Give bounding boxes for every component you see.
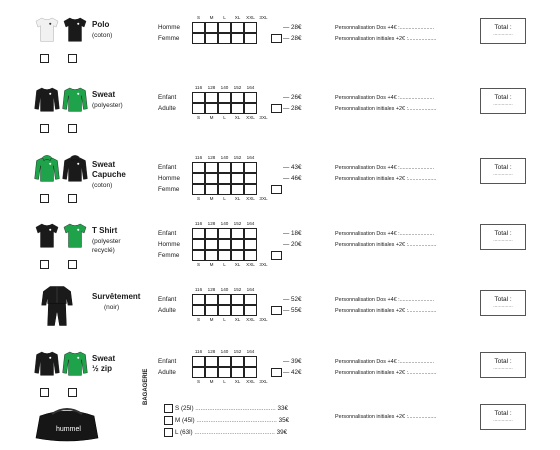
product-checkbox[interactable] [68,388,77,397]
price-label: — 46€ [283,175,302,182]
size-label: 128 [207,349,216,354]
size-label: M [209,317,214,322]
quantity-cell[interactable] [192,294,205,305]
quantity-cell[interactable] [218,22,231,33]
product-name: Sweat Capuche [92,160,126,179]
total-value: .............. [493,31,513,37]
quantity-cell[interactable] [205,22,218,33]
quantity-cell[interactable] [218,239,231,250]
bag-price: 39€ [276,429,288,437]
personalisation-line: Personnalisation Dos +4€ :....................... [335,297,435,303]
size-label: 3XL [259,379,268,384]
bag-dots: .............................................. [196,417,277,425]
row-label: Enfant [158,296,177,303]
total-value: .............. [493,417,513,423]
quantity-cell[interactable] [192,305,205,316]
quantity-cell[interactable] [205,33,218,44]
total-label: Total : [494,230,512,237]
personalisation-line: Personnalisation initiales +2€ :................... [335,36,437,42]
quantity-cell[interactable] [231,250,244,261]
quantity-cell-3xl[interactable] [271,104,282,113]
row-label: Enfant [158,164,177,171]
size-label: XXL [246,115,255,120]
size-label: S [196,379,201,384]
size-label: XXL [246,317,255,322]
product-material: (polyester recyclé) [92,238,121,254]
size-label: XL [234,262,241,267]
quantity-cell[interactable] [244,228,257,239]
personalisation-line: Personnalisation initiales +2€ :................... [335,308,437,314]
price-label: — 43€ [283,164,302,171]
row-label: Homme [158,241,181,248]
quantity-cell[interactable] [231,103,244,114]
bag-personalisation [335,412,436,423]
personalisation-line: Personnalisation initiales +2€ :................... [335,106,437,112]
product-material: (coton) [92,182,113,189]
quantity-cell[interactable] [231,228,244,239]
price-label: — 42€ [283,369,302,376]
quantity-cell[interactable] [192,250,205,261]
price-label: — 20€ [283,241,302,248]
product-material: (noir) [104,304,120,311]
size-label: 140 [220,349,229,354]
total-label: Total : [494,24,512,31]
product-name: Sweat [92,90,116,99]
row-labels [158,92,176,114]
quantity-cell-3xl[interactable] [271,185,282,194]
personalisation [335,295,436,317]
personalisation [335,163,436,185]
price-label: — 18€ [283,230,302,237]
size-label: 140 [220,221,229,226]
quantity-cell[interactable] [244,367,257,378]
price-label: — 28€ [283,24,302,31]
quantity-cell[interactable] [192,228,205,239]
row-label: Adulte [158,369,176,376]
quantity-cell[interactable] [231,367,244,378]
price-label: — 28€ [283,105,302,112]
quantity-cell[interactable] [244,103,257,114]
quantity-cell[interactable] [192,356,205,367]
row-label: Femme [158,252,180,259]
quantity-cell[interactable] [231,239,244,250]
quantity-cell[interactable] [244,305,257,316]
bag-total-box[interactable] [480,404,526,430]
product-checkbox[interactable] [40,124,49,133]
size-label: 116 [194,155,203,160]
price-label: — 39€ [283,358,302,365]
size-label: 116 [194,287,203,292]
size-label: M [209,379,214,384]
size-label: XL [234,196,241,201]
bag-section-label: BAGAGERIE [143,368,149,405]
total-label: Total : [494,164,512,171]
quantity-cell[interactable] [244,33,257,44]
quantity-cell[interactable] [231,305,244,316]
quantity-cell[interactable] [218,250,231,261]
total-box[interactable] [480,352,526,378]
bag-checkbox[interactable] [164,428,173,437]
size-label: 3XL [259,15,268,20]
size-label: S [196,262,201,267]
quantity-cell[interactable] [192,239,205,250]
quantity-cell-3xl[interactable] [271,34,282,43]
size-label: XXL [246,15,255,20]
quantity-cell[interactable] [244,162,257,173]
quantity-cell[interactable] [231,356,244,367]
quantity-cell[interactable] [218,367,231,378]
quantity-cell[interactable] [218,103,231,114]
product-material: (polyester) [92,102,123,109]
quantity-cell[interactable] [205,173,218,184]
quantity-cell[interactable] [192,33,205,44]
size-label: M [209,115,214,120]
quantity-cell[interactable] [205,239,218,250]
quantity-cell[interactable] [244,250,257,261]
total-box[interactable] [480,88,526,114]
quantity-cell[interactable] [231,184,244,195]
size-label: 152 [233,155,242,160]
quantity-cell[interactable] [205,356,218,367]
quantity-cell-3xl[interactable] [271,306,282,315]
product-checkbox[interactable] [68,124,77,133]
product-name: Polo [92,20,110,29]
quantity-cell[interactable] [218,356,231,367]
bag-size-line [164,404,288,413]
quantity-cell[interactable] [231,33,244,44]
product-name: Sweat ½ zip [92,354,116,373]
black-tshirt-icon [34,218,60,257]
product-checkbox[interactable] [68,260,77,269]
bag-size: M (45l) [175,417,195,425]
row-label: Adulte [158,105,176,112]
green-tshirt-icon [62,218,88,257]
personalisation [335,229,436,251]
price-label: — 55€ [283,307,302,314]
quantity-cell[interactable] [205,367,218,378]
size-label: 164 [246,221,255,226]
bag-size: L (63l) [175,429,193,437]
product-checkbox[interactable] [40,260,49,269]
size-label: S [196,115,201,120]
product-name: T Shirt [92,226,118,235]
quantity-cell[interactable] [244,184,257,195]
bag-checkbox[interactable] [164,416,173,425]
quantity-cell[interactable] [192,162,205,173]
total-value: .............. [493,171,513,177]
quantity-cell[interactable] [244,173,257,184]
quantity-cell[interactable] [218,33,231,44]
row-labels [158,162,180,195]
size-label: 164 [246,85,255,90]
row-label: Homme [158,24,181,31]
quantity-cell[interactable] [231,173,244,184]
size-label: 140 [220,287,229,292]
bag-size-line [164,428,287,437]
green-sweat-icon [62,82,88,121]
size-label: XL [234,317,241,322]
quantity-cell[interactable] [205,228,218,239]
personalisation [335,357,436,379]
bag-price: 35€ [278,417,290,425]
quantity-cell[interactable] [192,92,205,103]
size-label: 128 [207,85,216,90]
quantity-cell[interactable] [218,92,231,103]
white-polo-icon [34,12,60,51]
black-halfzip-icon [34,346,60,385]
row-labels [158,22,180,44]
product-checkbox[interactable] [40,388,49,397]
product-checkbox[interactable] [40,54,49,63]
size-label: XL [234,115,241,120]
row-label: Adulte [158,307,176,314]
size-label: 152 [233,349,242,354]
quantity-cell[interactable] [218,294,231,305]
bag-price: 33€ [277,405,289,413]
size-label: L [223,379,226,384]
size-label: 116 [194,85,203,90]
personalisation [335,93,436,115]
green-hoodie-icon [34,152,60,191]
product-checkbox[interactable] [68,54,77,63]
size-label: 164 [246,287,255,292]
product-checkbox[interactable] [40,194,49,203]
black-tracksuit-icon [40,284,74,333]
price-label: — 28€ [283,35,302,42]
total-box[interactable] [480,290,526,316]
total-label: Total : [494,410,512,417]
quantity-cell[interactable] [205,103,218,114]
row-label: Homme [158,175,181,182]
quantity-cell[interactable] [205,162,218,173]
green-halfzip-icon [62,346,88,385]
quantity-cell[interactable] [218,162,231,173]
size-label: M [209,15,214,20]
total-value: .............. [493,365,513,371]
quantity-cell[interactable] [205,184,218,195]
row-labels [158,356,176,378]
duffel-bag-icon [32,404,102,449]
quantity-cell[interactable] [192,22,205,33]
size-label: XXL [246,379,255,384]
quantity-cell[interactable] [231,294,244,305]
price-label: — 26€ [283,94,302,101]
personalisation-line: Personnalisation initiales +2€ :................... [335,370,437,376]
bag-brand: hummel [56,426,81,433]
total-label: Total : [494,94,512,101]
size-label: 3XL [259,196,268,201]
size-label: 128 [207,155,216,160]
total-label: Total : [494,296,512,303]
size-label: S [196,317,201,322]
personalisation-line: Personnalisation Dos +4€ :....................... [335,95,435,101]
quantity-cell[interactable] [244,356,257,367]
size-label: 3XL [259,115,268,120]
size-label: XL [234,379,241,384]
quantity-cell[interactable] [244,239,257,250]
total-box[interactable] [480,224,526,250]
size-label: S [196,15,201,20]
quantity-cell[interactable] [218,228,231,239]
product-checkbox[interactable] [68,194,77,203]
quantity-cell[interactable] [218,173,231,184]
size-label: 3XL [259,317,268,322]
quantity-cell[interactable] [205,294,218,305]
quantity-cell[interactable] [205,305,218,316]
row-labels [158,228,180,261]
size-label: 164 [246,349,255,354]
black-polo-icon [62,12,88,51]
size-label: M [209,196,214,201]
product-material: (coton) [92,32,113,39]
row-label: Enfant [158,358,177,365]
total-label: Total : [494,358,512,365]
personalisation [335,23,436,45]
size-label: S [196,196,201,201]
personalisation-line: Personnalisation Dos +4€ :....................... [335,165,435,171]
row-labels [158,294,176,316]
row-label: Femme [158,186,180,193]
black-sweat-icon [34,82,60,121]
personalisation-line: Personnalisation Dos +4€ :....................... [335,25,435,31]
size-label: 116 [194,349,203,354]
total-value: .............. [493,237,513,243]
row-label: Enfant [158,94,177,101]
total-box[interactable] [480,158,526,184]
size-label: L [223,262,226,267]
black-hoodie-icon [62,152,88,191]
bag-dots: .............................................. [195,405,276,413]
row-label: Femme [158,35,180,42]
size-label: 3XL [259,262,268,267]
quantity-cell[interactable] [244,92,257,103]
size-label: 128 [207,287,216,292]
personalisation-line: Personnalisation initiales +2€ :................... [335,176,437,182]
bag-dots: .............................................. [194,429,275,437]
quantity-cell[interactable] [231,162,244,173]
quantity-cell[interactable] [192,367,205,378]
size-label: 152 [233,287,242,292]
quantity-cell[interactable] [192,173,205,184]
personalisation-line: Personnalisation Dos +4€ :....................... [335,231,435,237]
size-label: XXL [246,196,255,201]
size-label: 140 [220,155,229,160]
quantity-cell[interactable] [231,92,244,103]
total-box[interactable] [480,18,526,44]
size-label: L [223,317,226,322]
quantity-cell[interactable] [244,22,257,33]
size-label: 116 [194,221,203,226]
quantity-cell[interactable] [244,294,257,305]
size-label: 152 [233,85,242,90]
quantity-cell[interactable] [192,184,205,195]
bag-checkbox[interactable] [164,404,173,413]
personalisation-line: Personnalisation initiales +2€ :................... [335,414,437,420]
size-label: XL [234,15,241,20]
size-label: 164 [246,155,255,160]
bag-size-line [164,416,289,425]
size-label: L [223,196,226,201]
quantity-cell[interactable] [205,250,218,261]
quantity-cell[interactable] [218,305,231,316]
total-value: .............. [493,101,513,107]
product-name: Survêtement [92,292,141,301]
size-label: M [209,262,214,267]
total-value: .............. [493,303,513,309]
quantity-cell[interactable] [218,184,231,195]
size-label: XXL [246,262,255,267]
quantity-cell[interactable] [205,92,218,103]
quantity-cell[interactable] [231,22,244,33]
quantity-cell-3xl[interactable] [271,368,282,377]
size-label: L [223,15,226,20]
size-label: 128 [207,221,216,226]
size-label: L [223,115,226,120]
personalisation-line: Personnalisation initiales +2€ :................... [335,242,437,248]
price-label: — 52€ [283,296,302,303]
quantity-cell[interactable] [192,103,205,114]
size-label: 140 [220,85,229,90]
quantity-cell-3xl[interactable] [271,251,282,260]
bag-size: S (25l) [175,405,194,413]
size-label: 152 [233,221,242,226]
row-label: Enfant [158,230,177,237]
personalisation-line: Personnalisation Dos +4€ :....................... [335,359,435,365]
